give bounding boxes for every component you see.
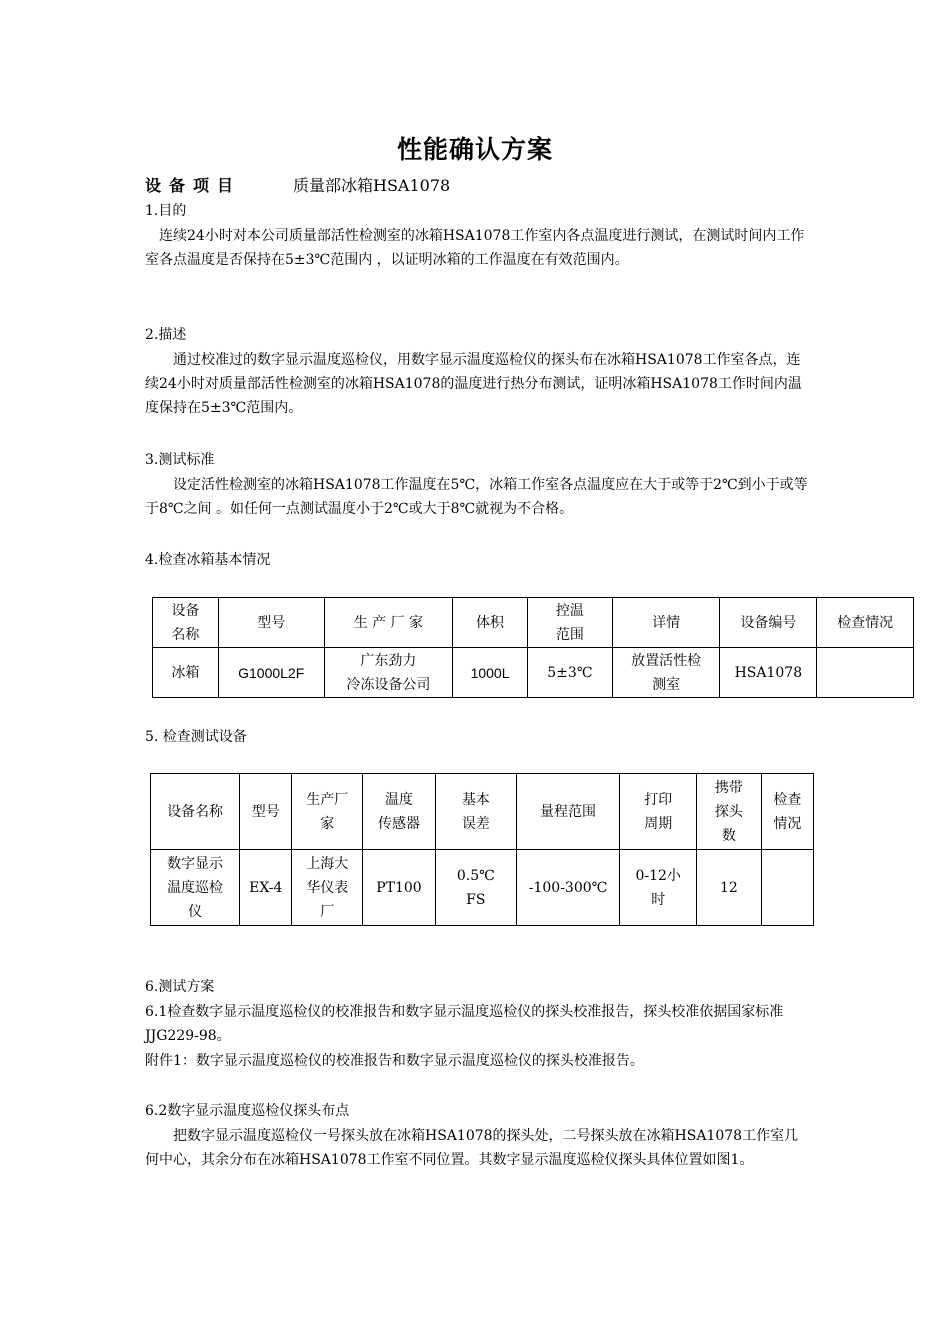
cell-range: -100-300℃ [516,850,619,926]
section-6-1-body: 6.1检查数字显示温度巡检仪的校准报告和数字显示温度巡检仪的探头校准报告，探头校准依据国家标准JJG229-98。 [145,1004,784,1044]
section-6-heading: 6.测试方案 [145,979,215,995]
equipment-item-value: 质量部冰箱HSA1078 [293,176,451,195]
cell-name: 冰箱 [153,648,219,698]
section-4-heading: 4.检查冰箱基本情况 [145,552,271,568]
header-cell: 检查情况 [817,598,914,648]
header-cell: 设备编号 [720,598,817,648]
cell-name: 数字显示 温度巡检 仪 [151,850,240,926]
table-row [153,648,914,698]
section-3-body: 设定活性检测室的冰箱HSA1078工作温度在5℃，冰箱工作室各点温度应在大于或等于2℃到小于或等于8℃之间 。如任何一点测试温度小于2℃或大于8℃就视为不合格。 [145,477,808,517]
section-2-body: 通过校准过的数字显示温度巡检仪，用数字显示温度巡检仪的探头布在冰箱HSA1078工作室各点，连续24小时对质量部活性检测室的冰箱HSA1078的温度进行热分布测试，证明冰箱HSA1078工作时间内温度保持在5±3℃范围内。 [145,352,802,416]
header-cell: 温度 传感器 [363,774,436,850]
header-cell: 设备名称 [151,774,240,850]
cell-number: HSA1078 [720,648,817,698]
header-cell: 生产厂 家 [292,774,363,850]
device-table [150,773,814,926]
table-header-row [153,598,914,648]
header-cell: 体积 [453,598,528,648]
equipment-item-label: 设备项目 [145,176,242,195]
cell-model: G1000L2F [218,648,324,698]
cell-period: 0-12小 时 [620,850,697,926]
cell-sensor: PT100 [363,850,436,926]
cell-maker: 广东劲力 冷冻设备公司 [324,648,452,698]
section-6-2-heading: 6.2数字显示温度巡检仪探头布点 [145,1103,350,1119]
cell-error: 0.5℃ FS [435,850,516,926]
header-cell: 生 产 厂 家 [324,598,452,648]
section-1-heading: 1.目的 [145,203,187,219]
attachment-note: 附件1：数字显示温度巡检仪的校准报告和数字显示温度巡检仪的探头校准报告。 [145,1053,644,1069]
header-cell: 详情 [612,598,720,648]
section-6-2-body: 把数字显示温度巡检仪一号探头放在冰箱HSA1078的探头处，二号探头放在冰箱HSA1078工作室几何中心，其余分布在冰箱HSA1078工作室不同位置。其数字显示温度巡检仪探头具体位置如图1。 [145,1128,799,1168]
fridge-table [152,597,914,698]
header-cell: 量程范围 [516,774,619,850]
cell-probes: 12 [697,850,762,926]
cell-model: EX-4 [240,850,292,926]
page-title: 性能确认方案 [396,135,553,164]
cell-volume: 1000L [453,648,528,698]
header-cell: 设备 名称 [153,598,219,648]
table-row [151,850,814,926]
header-cell: 控温 范围 [527,598,612,648]
section-1-body: 连续24小时对本公司质量部活性检测室的冰箱HSA1078工作室内各点温度进行测试，在测试时间内工作室各点温度是否保持在5±3℃范围内 ，以证明冰箱的工作温度在有效范围内。 [145,228,805,268]
cell-detail: 放置活性检 测室 [612,648,720,698]
section-3-heading: 3.测试标准 [145,452,215,468]
header-cell: 型号 [218,598,324,648]
header-cell: 打印 周期 [620,774,697,850]
table-header-row [151,774,814,850]
cell-range: 5±3℃ [527,648,612,698]
section-2-heading: 2.描述 [145,327,187,343]
cell-check [817,648,914,698]
cell-check [761,850,813,926]
header-cell: 型号 [240,774,292,850]
header-cell: 携带 探头 数 [697,774,762,850]
cell-maker: 上海大 华仪表 厂 [292,850,363,926]
header-cell: 基本 误差 [435,774,516,850]
header-cell: 检查 情况 [761,774,813,850]
equipment-item-row [145,173,450,196]
section-5-heading: 5. 检查测试设备 [145,729,247,745]
